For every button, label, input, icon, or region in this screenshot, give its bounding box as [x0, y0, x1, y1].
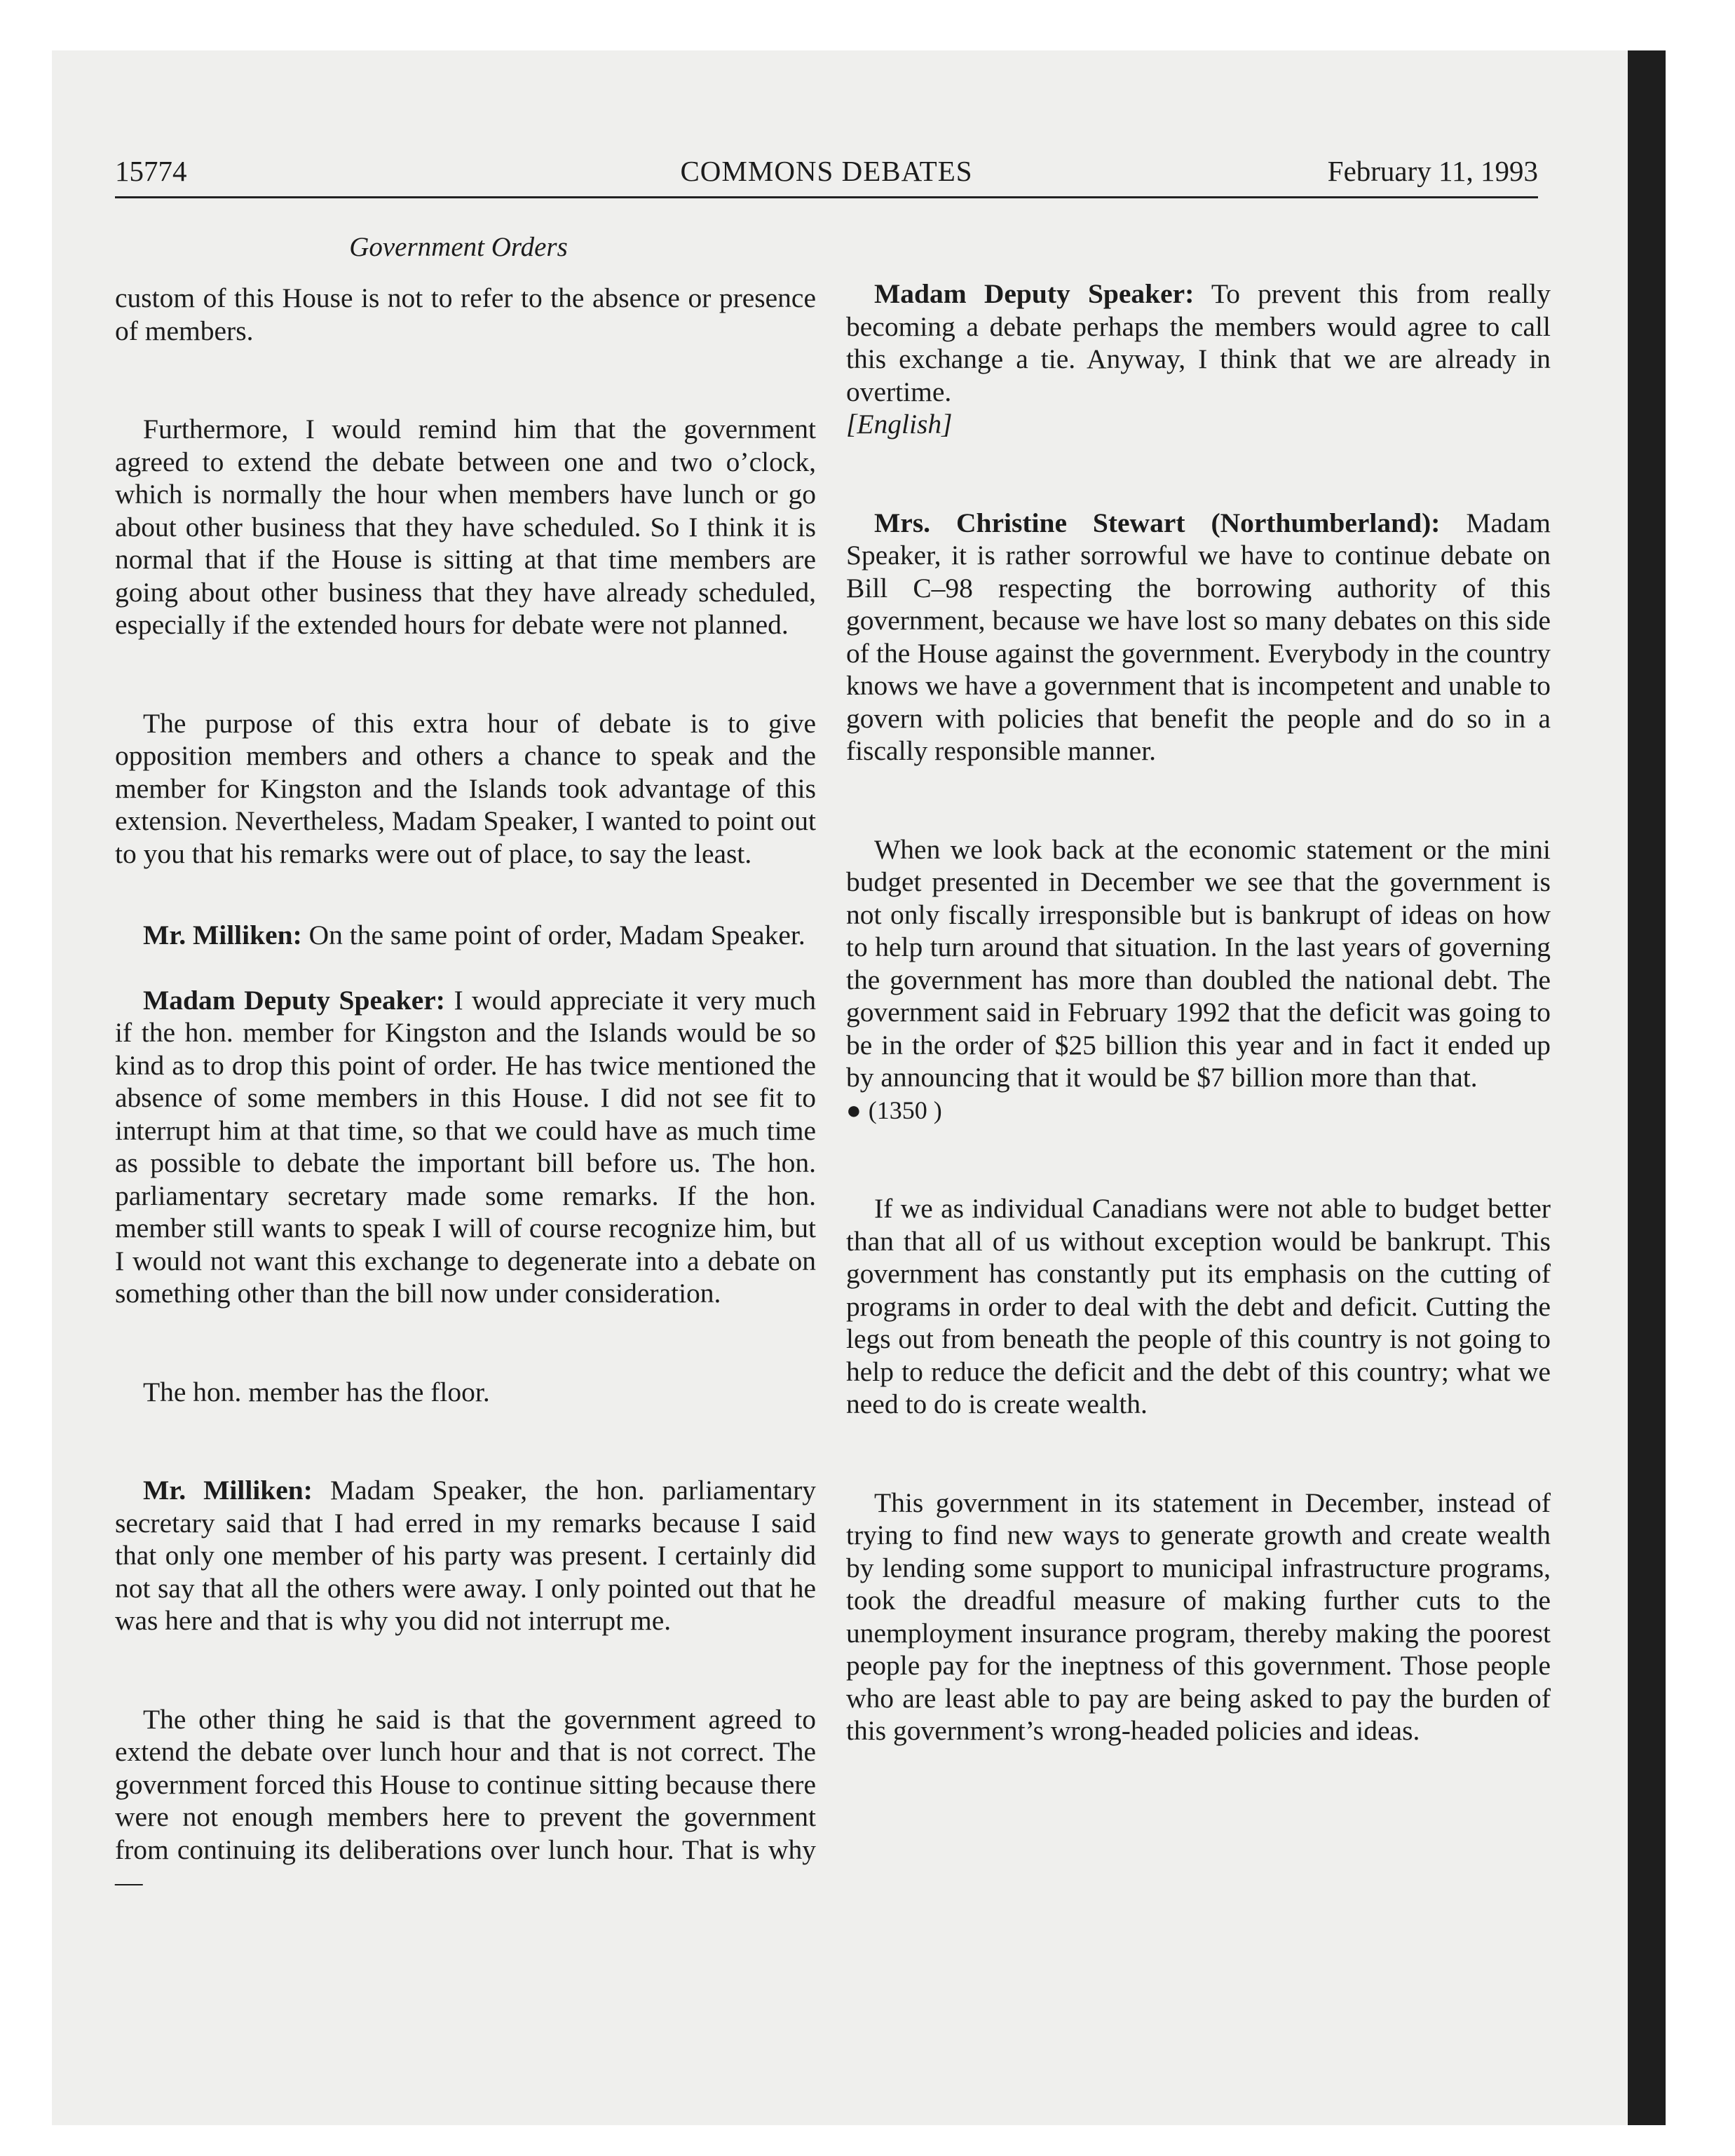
paragraph	[115, 1376, 816, 1409]
speaker-name: Mrs. Christine Stewart (Northumberland):	[874, 507, 1441, 538]
paragraph	[115, 1703, 816, 1899]
paragraph	[846, 1192, 1551, 1421]
timestamp	[846, 1094, 1551, 1127]
paragraph	[846, 278, 1551, 408]
paragraph	[846, 1487, 1551, 1747]
language-note: [English]	[846, 409, 953, 439]
speaker-name: Madam Deputy Speaker:	[874, 278, 1195, 309]
page-date: February 11, 1993	[1327, 155, 1538, 187]
paragraph-text: To prevent this from really becoming a debate perhaps the members would agree to call this exchange a tie. Anyway, I think that we are already in overtime.	[846, 278, 1551, 407]
paragraph	[115, 707, 816, 871]
page-number: 15774	[115, 155, 187, 187]
paragraph-text: The other thing he said is that the government agreed to extend the debate over lunch hour and that is not correct. The government forced this House to continue sitting because there were not enough members here to prevent the government from continuing its deliberations over lunch hour. That is why—	[115, 1703, 816, 1897]
journal-title: COMMONS DEBATES	[680, 155, 973, 187]
paragraph-text: Madam Speaker, the hon. parliamentary secretary said that I had erred in my remarks because I said that only one member of his party was present. I certainly did not say that all the others were away. I only pointed out that he was here and that is why you did not interrupt me.	[115, 1475, 816, 1636]
paragraph	[115, 413, 816, 641]
paragraph-text: On the same point of order, Madam Speaker.	[308, 920, 805, 950]
speaker-name: Mr. Milliken:	[143, 920, 302, 950]
bullet-icon: ●	[846, 1096, 862, 1124]
right-column	[846, 278, 1551, 1747]
paragraph-text: The hon. member has the floor.	[143, 1376, 490, 1407]
paragraph	[115, 1474, 816, 1637]
paragraph	[115, 919, 816, 952]
paragraph-text: Furthermore, I would remind him that the government agreed to extend the debate between one and two o’clock, which is normally the hour when members have lunch or go about other business that they have scheduled. So I think it is normal that if the House is sitting at that time members are going about other business that they have already scheduled, especially if the extended hours for debate were not planned.	[115, 414, 816, 640]
speaker-name: Mr. Milliken:	[143, 1475, 313, 1506]
paragraph-text: The purpose of this extra hour of debate is to give opposition members and others a chance to speak and the member for Kingston and the Islands took advantage of this extension. Nevertheless, Madam Speaker, I wanted to point out to you that his remarks were out of place, to say the least.	[115, 707, 816, 869]
paragraph-text: When we look back at the economic statement or the mini budget presented in December we see that the government is not only fiscally irresponsible but is bankrupt of ideas on how to help turn around that situation. In the last years of governing the government has more than doubled the national debt. The government said in February 1992 that the deficit was going to be in the order of $25 billion this year and in fact it ended up by announcing that it would be $7 billion more than that.	[846, 833, 1551, 1093]
header-rule	[115, 196, 1538, 198]
paragraph-text: custom of this House is not to refer to the absence or presence of members.	[115, 282, 816, 346]
paragraph	[115, 282, 816, 347]
timestamp-text: (1350 )	[868, 1096, 942, 1124]
paragraph	[846, 833, 1551, 1094]
page-header	[115, 154, 1538, 196]
speaker-name: Madam Deputy Speaker:	[143, 984, 445, 1016]
section-heading: Government Orders	[349, 232, 568, 262]
paragraph	[846, 507, 1551, 767]
paragraph-text: I would appreciate it very much if the hon. member for Kingston and the Islands would be so kind as to drop this point of order. He has twice mentioned the absence of some members in this House. I did not see fit to interrupt him at that time, so that we could have as much time as possible to debate the important bill before us. The hon. parliamentary secretary made some remarks. If the hon. member still wants to speak I will of course recognize him, but I would not want this exchange to degenerate into a debate on something other than the bill now under consideration.	[115, 984, 816, 1309]
scan-edge-shadow	[1628, 50, 1666, 2125]
paragraph-text: Madam Speaker, it is rather sorrowful we have to continue debate on Bill C–98 respecting the borrowing authority of this government, because we have lost so many debates on this side of the House against the government. Everybody in the country knows we have a government that is incompetent and unable to govern with policies that benefit the people and do so in a fiscally responsible manner.	[846, 507, 1551, 766]
paragraph	[115, 984, 816, 1310]
left-column	[115, 282, 816, 1899]
paragraph-text: This government in its statement in December, instead of trying to find new ways to generate growth and create wealth by lending some support to municipal infrastructure programs, took the dreadful measure of making further cuts to the unemployment insurance program, thereby making the poorest people pay for the ineptness of this government. Those people who are least able to pay are being asked to pay the burden of this government’s wrong-headed policies and ideas.	[846, 1487, 1551, 1746]
paragraph-text: If we as individual Canadians were not able to budget better than that all of us without exception would be bankrupt. This government has constantly put its emphasis on the cutting of programs in order to deal with the debt and deficit. Cutting the legs out from beneath the people of this country is not going to help to reduce the deficit and the debt of this country; what we need to do is create wealth.	[846, 1193, 1551, 1419]
